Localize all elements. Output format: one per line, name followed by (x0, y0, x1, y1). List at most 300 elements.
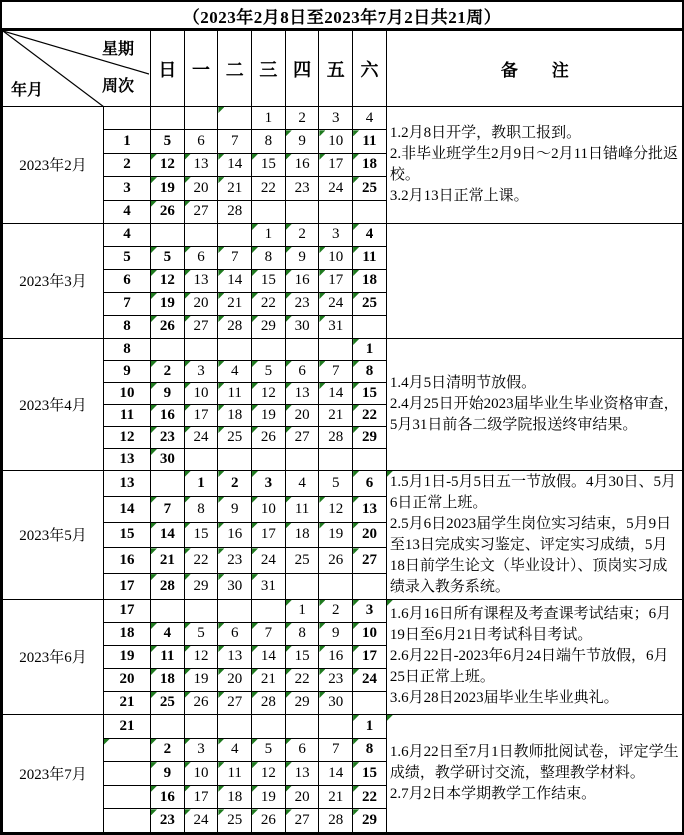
green-corner-icon (353, 247, 359, 253)
note-line: 1.6月22日至7月1日教师批阅试卷，评定学生成绩，教学研讨交流，整理教学材料。 (389, 743, 679, 781)
green-corner-icon (353, 623, 359, 629)
green-corner-icon (286, 405, 292, 411)
green-corner-icon (319, 383, 325, 389)
date-cell: 21 (319, 785, 353, 809)
green-corner-icon (319, 669, 325, 675)
green-corner-icon (218, 293, 224, 299)
week-number-cell (104, 107, 151, 130)
date-cell: 10 (353, 622, 387, 645)
date-cell: 20 (285, 785, 319, 809)
green-corner-icon (353, 177, 359, 183)
date-cell: 9 (285, 130, 319, 153)
green-corner-icon (286, 523, 292, 529)
green-corner-icon (319, 361, 325, 367)
date-cell: 22 (252, 177, 286, 200)
week-number-cell: 4 (104, 223, 151, 246)
green-corner-icon (252, 548, 258, 554)
green-corner-icon (185, 383, 191, 389)
green-corner-icon (353, 669, 359, 675)
green-corner-icon (218, 623, 224, 629)
note-line: 2.6月22日-2023年6月24日端午节放假，6月25日正常上班。 (389, 648, 669, 686)
green-corner-icon (252, 383, 258, 389)
green-corner-icon (151, 523, 157, 529)
date-cell: 20 (184, 177, 218, 200)
green-corner-icon (151, 669, 157, 675)
green-corner-icon (353, 762, 359, 768)
green-corner-icon (218, 107, 224, 113)
date-cell: 25 (151, 691, 185, 714)
date-cell: 28 (319, 809, 353, 833)
date-cell: 26 (252, 809, 286, 833)
date-cell: 8 (252, 246, 286, 269)
green-corner-icon (353, 786, 359, 792)
date-cell: 20 (218, 668, 252, 691)
week-number-cell: 13 (104, 470, 151, 496)
note-line: 3.2月13日正常上课。 (389, 187, 529, 204)
green-corner-icon (353, 427, 359, 433)
green-corner-icon (151, 316, 157, 322)
week-number-cell (104, 809, 151, 833)
date-cell: 5 (252, 738, 286, 762)
green-corner-icon (286, 692, 292, 698)
date-cell: 15 (252, 153, 286, 176)
date-cell: 18 (151, 668, 185, 691)
green-corner-icon (218, 316, 224, 322)
date-cell: 3 (252, 470, 286, 496)
weeknum-axis-label: 周次 (101, 78, 134, 95)
green-corner-icon (319, 316, 325, 322)
green-corner-icon (353, 809, 359, 815)
date-cell (151, 470, 185, 496)
note-line: 2.7月2日本学期教学工作结束。 (389, 785, 597, 802)
date-cell (151, 107, 185, 130)
date-cell: 21 (218, 292, 252, 315)
date-cell: 11 (151, 645, 185, 668)
calendar-row (3, 223, 684, 246)
date-cell: 13 (218, 645, 252, 668)
date-cell: 22 (285, 668, 319, 691)
green-corner-icon (353, 405, 359, 411)
week-number-cell (104, 762, 151, 786)
green-corner-icon (252, 427, 258, 433)
date-cell (319, 714, 353, 738)
date-cell: 27 (184, 200, 218, 223)
week-number-cell: 10 (104, 382, 151, 404)
green-corner-icon (286, 130, 292, 136)
date-cell: 27 (184, 315, 218, 338)
date-cell: 14 (218, 269, 252, 292)
date-cell: 6 (184, 130, 218, 153)
note-line: 1.2月8日开学，教职工报到。 (389, 124, 582, 141)
notes-cell (386, 223, 683, 338)
date-cell: 24 (184, 809, 218, 833)
green-corner-icon (353, 471, 359, 477)
date-cell: 27 (218, 691, 252, 714)
green-corner-icon (151, 623, 157, 629)
weekday-header-6: 六 (353, 31, 387, 107)
date-cell: 16 (218, 522, 252, 548)
date-cell: 6 (218, 622, 252, 645)
date-cell: 25 (218, 426, 252, 448)
date-cell: 23 (285, 177, 319, 200)
week-number-cell: 2 (104, 153, 151, 176)
date-cell: 30 (285, 315, 319, 338)
date-cell: 4 (353, 223, 387, 246)
date-cell (184, 714, 218, 738)
green-corner-icon (151, 383, 157, 389)
date-cell (285, 714, 319, 738)
date-cell: 9 (218, 496, 252, 522)
date-cell: 21 (319, 404, 353, 426)
date-cell: 18 (285, 522, 319, 548)
week-number-cell: 20 (104, 668, 151, 691)
date-cell: 7 (151, 496, 185, 522)
green-corner-icon (252, 471, 258, 477)
date-cell: 23 (151, 426, 185, 448)
date-cell: 10 (184, 382, 218, 404)
green-corner-icon (319, 623, 325, 629)
weekday-axis-label: 星期 (101, 41, 134, 58)
date-cell: 9 (319, 622, 353, 645)
month-cell: 2023年3月 (3, 223, 104, 338)
date-cell: 1 (184, 470, 218, 496)
week-number-cell: 19 (104, 645, 151, 668)
date-cell: 11 (218, 382, 252, 404)
date-cell (353, 574, 387, 600)
date-cell: 11 (353, 130, 387, 153)
date-cell: 2 (218, 470, 252, 496)
date-cell: 18 (353, 269, 387, 292)
diagonal-header-cell (3, 31, 151, 107)
green-corner-icon (185, 427, 191, 433)
green-corner-icon (151, 247, 157, 253)
green-corner-icon (286, 361, 292, 367)
header-row (3, 31, 684, 107)
date-cell: 16 (151, 785, 185, 809)
week-number-cell: 9 (104, 360, 151, 382)
green-corner-icon (252, 405, 258, 411)
date-cell (218, 223, 252, 246)
date-cell (218, 599, 252, 622)
date-cell: 30 (319, 691, 353, 714)
date-cell: 23 (285, 292, 319, 315)
date-cell: 8 (184, 496, 218, 522)
date-cell: 14 (319, 382, 353, 404)
page-title: （2023年2月8日至2023年7月2日共21周） (2, 2, 682, 30)
date-cell (184, 107, 218, 130)
date-cell: 23 (151, 809, 185, 833)
date-cell: 4 (151, 622, 185, 645)
calendar-body (3, 107, 684, 833)
date-cell (319, 338, 353, 360)
green-corner-icon (185, 247, 191, 253)
note-line: 1.6月16日所有课程及考查课考试结束；6月19日至6月21日考试科目考试。 (389, 606, 672, 644)
date-cell: 26 (151, 200, 185, 223)
date-cell: 6 (285, 360, 319, 382)
date-cell: 5 (184, 622, 218, 645)
date-cell: 5 (319, 470, 353, 496)
note-line: 1.5月1日-5月5日五一节放假。4月30日、5月6日正常上班。 (389, 473, 677, 511)
green-corner-icon (185, 739, 191, 745)
week-number-cell: 16 (104, 548, 151, 574)
week-number-cell: 17 (104, 599, 151, 622)
green-corner-icon (286, 809, 292, 815)
green-corner-icon (286, 739, 292, 745)
date-cell: 17 (319, 269, 353, 292)
green-corner-icon (218, 427, 224, 433)
green-corner-icon (252, 270, 258, 276)
date-cell (353, 315, 387, 338)
date-cell: 29 (353, 809, 387, 833)
notes-cell (386, 338, 683, 470)
date-cell: 13 (184, 153, 218, 176)
green-corner-icon (353, 293, 359, 299)
date-cell: 30 (151, 448, 185, 470)
date-cell: 2 (319, 599, 353, 622)
date-cell: 21 (218, 177, 252, 200)
green-corner-icon (353, 715, 359, 721)
date-cell: 22 (252, 292, 286, 315)
green-corner-icon (151, 692, 157, 698)
date-cell (353, 691, 387, 714)
green-corner-icon (353, 548, 359, 554)
date-cell (252, 714, 286, 738)
weekday-header-3: 三 (252, 31, 286, 107)
date-cell: 8 (252, 130, 286, 153)
green-corner-icon (353, 383, 359, 389)
date-cell: 24 (252, 548, 286, 574)
date-cell: 30 (218, 574, 252, 600)
month-cell: 2023年5月 (3, 470, 104, 599)
green-corner-icon (286, 427, 292, 433)
green-corner-icon (151, 177, 157, 183)
date-cell: 5 (151, 130, 185, 153)
week-number-cell: 6 (104, 269, 151, 292)
green-corner-icon (218, 405, 224, 411)
green-corner-icon (185, 293, 191, 299)
green-corner-icon (185, 270, 191, 276)
green-corner-icon (151, 201, 157, 207)
green-corner-icon (252, 154, 258, 160)
green-corner-icon (218, 177, 224, 183)
date-cell: 20 (285, 404, 319, 426)
date-cell: 25 (353, 177, 387, 200)
date-cell: 28 (319, 426, 353, 448)
date-cell: 25 (285, 548, 319, 574)
date-cell: 17 (184, 404, 218, 426)
date-cell: 28 (151, 574, 185, 600)
green-corner-icon (185, 809, 191, 815)
date-cell: 20 (353, 522, 387, 548)
notes-cell (386, 107, 683, 224)
weekday-header-2: 二 (218, 31, 252, 107)
month-cell: 2023年4月 (3, 338, 104, 470)
green-corner-icon (252, 669, 258, 675)
date-cell (151, 599, 185, 622)
green-corner-icon (319, 523, 325, 529)
date-cell: 19 (252, 404, 286, 426)
date-cell: 9 (285, 246, 319, 269)
date-cell: 26 (184, 691, 218, 714)
week-number-cell: 8 (104, 315, 151, 338)
date-cell: 28 (218, 200, 252, 223)
calendar-table (2, 30, 684, 833)
green-corner-icon (151, 405, 157, 411)
green-corner-icon (286, 383, 292, 389)
date-cell: 3 (184, 360, 218, 382)
date-cell (252, 200, 286, 223)
green-corner-icon (252, 646, 258, 652)
green-corner-icon (286, 762, 292, 768)
date-cell: 17 (252, 522, 286, 548)
week-number-cell (104, 785, 151, 809)
date-cell: 26 (319, 548, 353, 574)
green-corner-icon (151, 548, 157, 554)
green-corner-icon (252, 497, 258, 503)
date-cell: 7 (218, 130, 252, 153)
week-number-cell: 21 (104, 714, 151, 738)
date-cell (285, 574, 319, 600)
green-corner-icon (353, 600, 359, 606)
date-cell: 14 (319, 762, 353, 786)
date-cell: 15 (184, 522, 218, 548)
green-corner-icon (252, 809, 258, 815)
green-corner-icon (185, 361, 191, 367)
date-cell: 4 (218, 360, 252, 382)
date-cell: 23 (218, 548, 252, 574)
green-corner-icon (353, 739, 359, 745)
date-cell: 11 (285, 496, 319, 522)
date-cell (353, 448, 387, 470)
green-corner-icon (185, 154, 191, 160)
date-cell: 26 (252, 426, 286, 448)
note-line: 3.6月28日2023届毕业生毕业典礼。 (389, 690, 619, 707)
green-corner-icon (218, 739, 224, 745)
date-cell: 29 (184, 574, 218, 600)
weekday-header-5: 五 (319, 31, 353, 107)
green-corner-icon (218, 646, 224, 652)
date-cell (184, 223, 218, 246)
date-cell: 3 (319, 107, 353, 130)
green-corner-icon (185, 177, 191, 183)
green-corner-icon (353, 523, 359, 529)
green-corner-icon (353, 130, 359, 136)
green-corner-icon (218, 669, 224, 675)
date-cell: 14 (252, 645, 286, 668)
green-corner-icon (151, 574, 157, 580)
green-corner-icon (353, 270, 359, 276)
green-corner-icon (218, 692, 224, 698)
green-corner-icon (353, 154, 359, 160)
green-corner-icon (252, 523, 258, 529)
date-cell: 4 (353, 107, 387, 130)
date-cell: 12 (184, 645, 218, 668)
weekday-header-0: 日 (151, 31, 185, 107)
week-number-cell: 4 (104, 200, 151, 223)
date-cell: 8 (285, 622, 319, 645)
green-corner-icon (185, 201, 191, 207)
week-number-cell: 18 (104, 622, 151, 645)
date-cell: 5 (151, 246, 185, 269)
date-cell: 29 (252, 315, 286, 338)
green-corner-icon (218, 383, 224, 389)
week-number-cell: 1 (104, 130, 151, 153)
green-corner-icon (286, 154, 292, 160)
date-cell: 9 (151, 762, 185, 786)
green-corner-icon (319, 497, 325, 503)
green-corner-icon (151, 154, 157, 160)
green-corner-icon (218, 809, 224, 815)
green-corner-icon (185, 316, 191, 322)
note-line: 1.4月5日清明节放假。 (389, 374, 537, 391)
date-cell: 10 (252, 496, 286, 522)
date-cell (252, 338, 286, 360)
green-corner-icon (185, 692, 191, 698)
date-cell: 17 (184, 785, 218, 809)
green-corner-icon (252, 623, 258, 629)
date-cell: 28 (252, 691, 286, 714)
date-cell: 25 (353, 292, 387, 315)
date-cell: 6 (353, 470, 387, 496)
date-cell (184, 338, 218, 360)
weekday-header-1: 一 (184, 31, 218, 107)
week-number-cell: 5 (104, 246, 151, 269)
week-number-cell: 12 (104, 426, 151, 448)
date-cell: 8 (353, 360, 387, 382)
date-cell: 10 (319, 246, 353, 269)
green-corner-icon (218, 523, 224, 529)
note-line: 2.4月25日开始2023届毕业生毕业资格审查，5月31日前各二级学院报送终审结果。 (389, 395, 679, 433)
green-corner-icon (286, 623, 292, 629)
green-corner-icon (218, 471, 224, 477)
green-corner-icon (286, 247, 292, 253)
date-cell: 13 (353, 496, 387, 522)
green-corner-icon (286, 646, 292, 652)
date-cell: 7 (218, 246, 252, 269)
green-corner-icon (387, 715, 393, 721)
date-cell: 24 (184, 426, 218, 448)
green-corner-icon (185, 786, 191, 792)
date-cell: 7 (319, 738, 353, 762)
date-cell: 16 (319, 645, 353, 668)
month-cell: 2023年6月 (3, 599, 104, 714)
date-cell: 2 (285, 223, 319, 246)
date-cell: 26 (151, 315, 185, 338)
week-number-cell: 17 (104, 574, 151, 600)
date-cell: 31 (252, 574, 286, 600)
green-corner-icon (286, 270, 292, 276)
green-corner-icon (252, 692, 258, 698)
date-cell (353, 200, 387, 223)
green-corner-icon (218, 762, 224, 768)
date-cell: 4 (285, 470, 319, 496)
week-number-cell: 3 (104, 177, 151, 200)
green-corner-icon (185, 548, 191, 554)
date-cell: 12 (252, 382, 286, 404)
date-cell: 22 (353, 785, 387, 809)
green-corner-icon (185, 623, 191, 629)
green-corner-icon (218, 270, 224, 276)
green-corner-icon (353, 646, 359, 652)
date-cell (319, 200, 353, 223)
green-corner-icon (252, 574, 258, 580)
date-cell: 14 (218, 153, 252, 176)
green-corner-icon (319, 154, 325, 160)
date-cell: 23 (319, 668, 353, 691)
green-corner-icon (151, 361, 157, 367)
green-corner-icon (218, 497, 224, 503)
date-cell (285, 200, 319, 223)
